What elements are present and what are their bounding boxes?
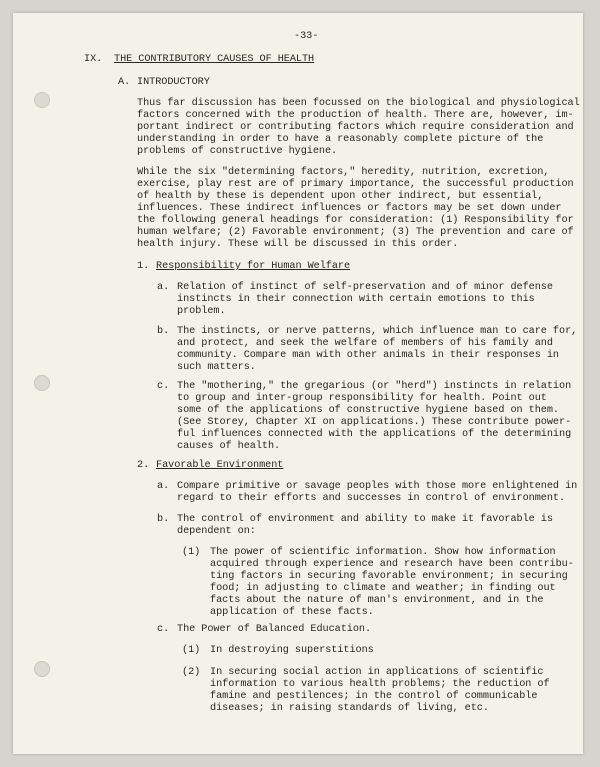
item-letter: a. — [157, 282, 170, 293]
heading-environment: Favorable Environment — [156, 460, 284, 471]
sub-item-number: (2) — [182, 667, 201, 678]
binder-hole — [34, 375, 50, 391]
text-line: Relation of instinct of self-preservation and of minor defense — [177, 282, 553, 293]
sub-item-number: (1) — [182, 645, 201, 656]
text-line: problems of constructive hygiene. — [137, 146, 338, 157]
heading-number: 1. — [137, 261, 150, 272]
text-line: The power of scientific information. Show how information — [210, 547, 556, 558]
text-line: factors concerned with the production of health. There are, however, im- — [137, 110, 574, 121]
heading-responsibility: Responsibility for Human Welfare — [156, 261, 351, 272]
sub-item-number: (1) — [182, 547, 201, 558]
text-line: dependent on: — [177, 526, 256, 537]
item-letter: b. — [157, 514, 170, 525]
text-line: Thus far discussion has been focussed on the biological and physiological — [137, 98, 580, 109]
text-line: influences. These indirect influences or factors may be set down under — [137, 203, 562, 214]
subsection-letter: A. — [118, 77, 131, 88]
text-line: of health by these is dependent upon other indirect, but essential, — [137, 191, 544, 202]
text-line: causes of health. — [177, 441, 281, 452]
text-line: regard to their efforts and successes in control of environment. — [177, 493, 566, 504]
item-letter: c. — [157, 381, 170, 392]
binder-hole — [34, 92, 50, 108]
text-line: ting factors in securing favorable environment; in securing — [210, 571, 568, 582]
text-line: application of these facts. — [210, 607, 374, 618]
item-letter: b. — [157, 326, 170, 337]
text-line: portant indirect or contributing factors which require consideration and — [137, 122, 574, 133]
text-line: ful influences connected with the applications of the determining — [177, 429, 572, 440]
text-line: instincts in their connection with certain emotions to this — [177, 294, 535, 305]
text-line: While the six "determining factors," heredity, nutrition, excretion, — [137, 167, 550, 178]
text-line: (See Storey, Chapter XI on applications.) These contribute power- — [177, 417, 572, 428]
text-line: problem. — [177, 306, 226, 317]
item-title: The Power of Balanced Education. — [177, 624, 372, 635]
text-line: In securing social action in applications of scientific — [210, 667, 544, 678]
text-line: The control of environment and ability to make it favorable is — [177, 514, 553, 525]
section-title: THE CONTRIBUTORY CAUSES OF HEALTH — [114, 54, 315, 65]
section-numeral: IX. — [84, 54, 103, 65]
text-line: exercise, play rest are of primary importance, the successful production — [137, 179, 574, 190]
text-line: to group and inter-group responsibility for health. Point out — [177, 393, 547, 404]
text-line: The "mothering," the gregarious (or "herd") instincts in relation — [177, 381, 572, 392]
item-letter: c. — [157, 624, 170, 635]
binder-hole — [34, 661, 50, 677]
text-line: famine and pestilences; in the control of communicable — [210, 691, 538, 702]
item-letter: a. — [157, 481, 170, 492]
text-line: some of the applications of constructive hygiene based on them. — [177, 405, 560, 416]
text-line: human welfare; (2) Favorable environment; (3) The prevention and care of — [137, 227, 574, 238]
text-line: health injury. These will be discussed in this order. — [137, 239, 459, 250]
text-line: Compare primitive or savage peoples with those more enlightened in — [177, 481, 578, 492]
text-line: and protect, and seek the welfare of members of his family and — [177, 338, 553, 349]
text-line: understanding in order to have a reasonably complete picture of the — [137, 134, 544, 145]
text-line: information to various health problems; the reduction of — [210, 679, 550, 690]
text-line: The instincts, or nerve patterns, which influence man to care for, — [177, 326, 578, 337]
text-line: community. Compare man with other animals in their responses in — [177, 350, 560, 361]
text-line: acquired through experience and research have been contribu- — [210, 559, 574, 570]
heading-number: 2. — [137, 460, 150, 471]
text-line: In destroying superstitions — [210, 645, 374, 656]
text-line: diseases; in raising standards of living, etc. — [210, 703, 489, 714]
page-number: -33- — [294, 31, 319, 42]
text-line: such matters. — [177, 362, 256, 373]
text-line: food; in adjusting to climate and weather; in finding out — [210, 583, 556, 594]
subsection-title: INTRODUCTORY — [137, 77, 210, 88]
text-line: the following general headings for consideration: (1) Responsibility for — [137, 215, 574, 226]
text-line: facts about the nature of man's environment, and in the — [210, 595, 544, 606]
